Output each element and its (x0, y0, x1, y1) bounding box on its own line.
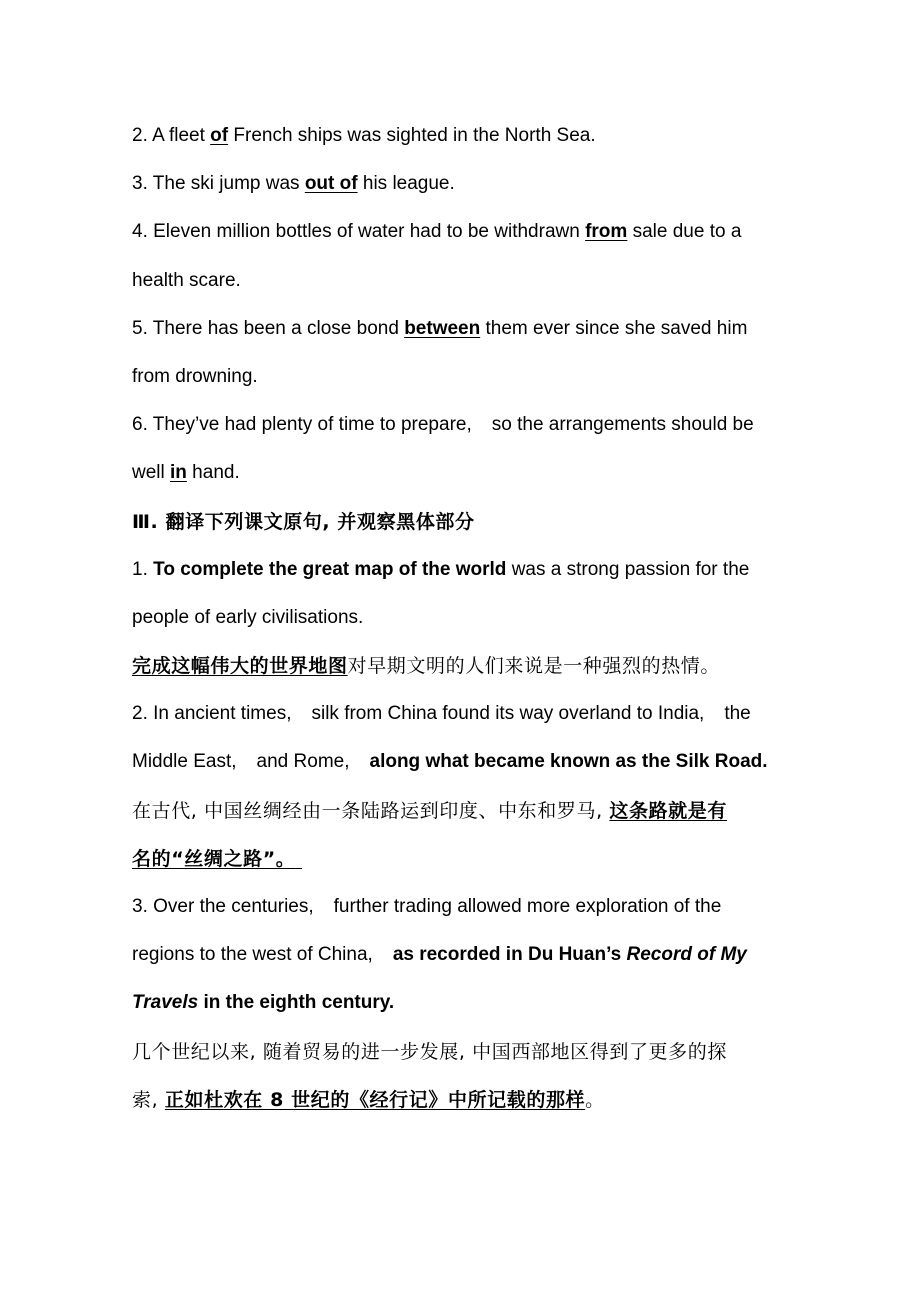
translation-2-cn-cont (132, 835, 800, 883)
answer-word: in (170, 462, 187, 484)
sentence-4 (132, 208, 800, 256)
translation-2-en-cont (132, 738, 800, 786)
translation-3-en-cont2 (132, 979, 800, 1027)
sentence-text: 6. They’ve had plenty of time to prepare, (132, 414, 472, 436)
sentence-text: French ships was sighted in the North Sea. (228, 125, 596, 146)
answer-word: between (404, 317, 481, 339)
sentence-text: regions to the west of China, (132, 944, 373, 966)
sentence-text: people of early civilisations. (132, 606, 364, 628)
sentence-text: 对早期文明的人们来说是一种强烈的热情。 (347, 655, 721, 678)
sentence-text: sale due to a (627, 221, 742, 243)
sentence-text: 2. A fleet (132, 125, 211, 146)
sentence-5-cont (132, 353, 800, 401)
sentence-text: silk from China found its way overland to India, (311, 703, 705, 725)
sentence-text: hand. (186, 462, 240, 484)
translation-2-en (132, 690, 800, 738)
bold-phrase: 完成这幅伟大的世界地图 (132, 655, 348, 678)
sentence-text: was a strong passion for the (506, 558, 750, 580)
sentence-text: the (724, 703, 751, 725)
sentence-text: 3. The ski jump was (132, 173, 305, 195)
sentence-text: 2. In ancient times, (132, 703, 292, 725)
bold-phrase: 正如杜欢在 8 世纪的《经行记》中所记载的那样 (164, 1088, 586, 1111)
sentence-text: 4. Eleven million bottles of water had to be withdrawn (132, 221, 586, 243)
translation-3-cn-cont (132, 1076, 800, 1124)
sentence-text: and Rome, (256, 751, 350, 773)
translation-1-cn (132, 642, 800, 690)
bold-phrase: 名的“丝绸之路”。 (132, 847, 296, 870)
sentence-text: health scare. (132, 269, 241, 291)
sentence-text: Middle East, (132, 751, 237, 773)
sentence-6-cont (132, 449, 800, 497)
book-title: Travels (132, 992, 199, 1014)
item-number: 1. (132, 558, 154, 580)
sentence-text: from drowning. (132, 365, 258, 387)
sentence-3 (132, 160, 800, 208)
sentence-6 (132, 401, 800, 449)
sentence-5 (132, 305, 800, 353)
answer-word: out of (304, 173, 358, 195)
sentence-text: them ever since she saved him (480, 317, 748, 339)
sentence-text: so the arrangements should be (491, 414, 754, 436)
sentence-text: well (132, 462, 171, 484)
sentence-text: 5. There has been a close bond (132, 317, 405, 339)
answer-word: from (585, 221, 628, 243)
document-page (132, 112, 800, 1124)
sentence-text: 在古代, 中国丝绸经由一条陆路运到印度、中东和罗马, (132, 799, 610, 822)
sentence-text: further trading allowed more exploration of the (333, 896, 722, 917)
bold-phrase: in the eighth century. (198, 992, 395, 1014)
translation-1-en-cont (132, 594, 800, 642)
translation-3-en-cont (132, 931, 800, 979)
sentence-text: his league. (357, 173, 455, 195)
book-title: Record of My (626, 944, 747, 966)
translation-3-en (132, 883, 800, 931)
sentence-2 (132, 112, 800, 160)
sentence-text: 索, (132, 1088, 165, 1111)
sentence-text: 。 (585, 1088, 605, 1111)
bold-phrase: 这条路就是有 (609, 799, 727, 822)
bold-phrase: as recorded in Du Huan’s (392, 944, 627, 966)
translation-1-en (132, 546, 800, 594)
section-heading: Ⅲ. 翻译下列课文原句, 并观察黑体部分 (132, 510, 475, 533)
sentence-text: 3. Over the centuries, (132, 896, 314, 917)
translation-2-cn (132, 787, 800, 835)
sentence-4-cont (132, 257, 800, 305)
answer-word: of (210, 125, 229, 146)
bold-phrase: To complete the great map of the world (153, 558, 507, 580)
bold-phrase: along what became known as the Silk Road. (369, 751, 768, 773)
translation-3-cn (132, 1028, 800, 1076)
sentence-text: 几个世纪以来, 随着贸易的进一步发展, 中国西部地区得到了更多的探 (132, 1040, 727, 1063)
